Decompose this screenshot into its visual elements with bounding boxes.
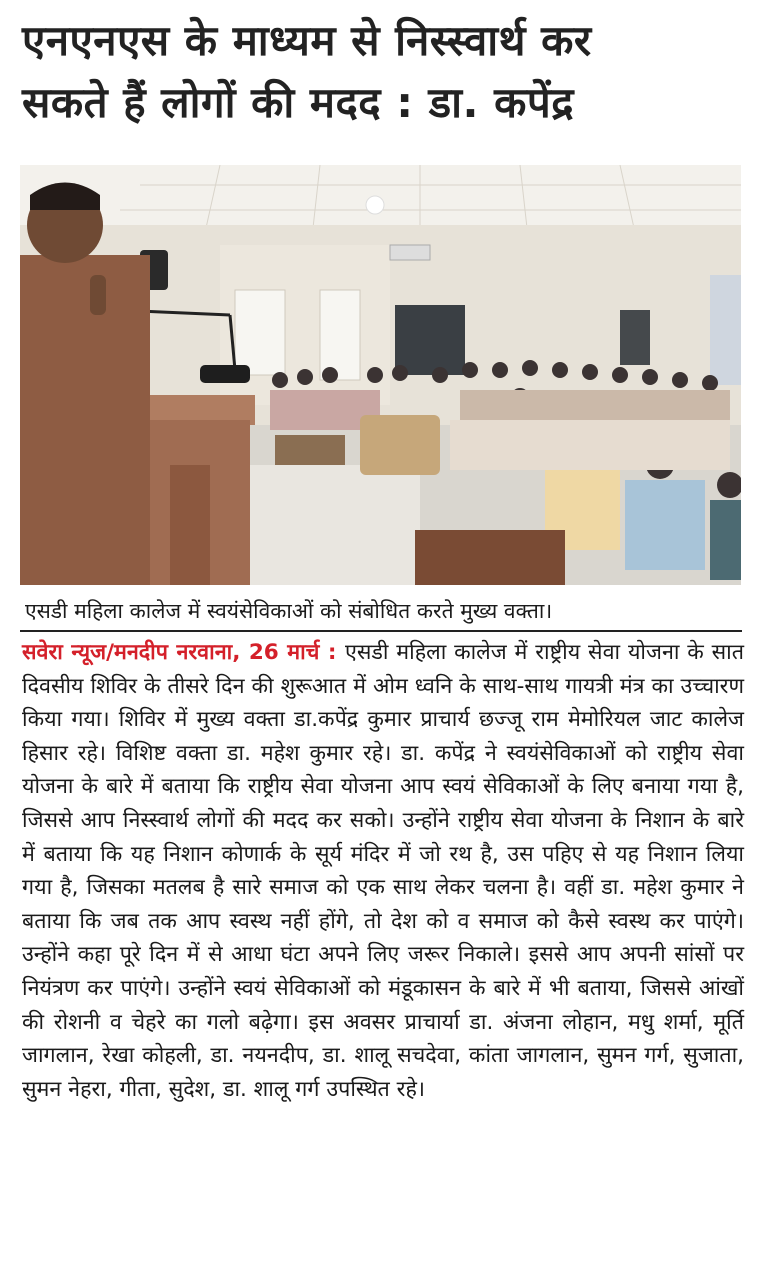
headline — [22, 10, 742, 134]
dateline: सवेरा न्यूज/मनदीप नरवाना, 26 मार्च : — [22, 640, 345, 665]
news-photo — [20, 165, 741, 585]
headline-line-1: एनएनएस के माध्यम से निस्स्वार्थ कर — [22, 16, 592, 65]
photo-illustration — [20, 165, 741, 585]
photo-caption: एसडी महिला कालेज में स्वयंसेविकाओं को संबोधित करते मुख्य वक्ता। — [25, 599, 553, 623]
headline-line-2: सकते हैं लोगों की मदद : डा. कपेंद्र — [22, 78, 574, 127]
article-body — [22, 636, 744, 1106]
caption-divider — [20, 630, 742, 632]
article-text: एसडी महिला कालेज में राष्ट्रीय सेवा योजना के सात दिवसीय शिविर के तीसरे दिन की शुरूआत में ओम ध्वनि के साथ-साथ गायत्री मंत्र का उच्चारण किया गया। शिविर में मुख्य वक्ता डा.कपेंद्र कुमार प्राचार्य छज्जू राम मेमोरियल जाट कालेज हिसार रहे। विशिष्ट वक्ता डा. महेश कुमार रहे। डा. कपेंद्र ने स्वयंसेविकाओं को राष्ट्रीय सेवा योजना के बारे में बताया कि राष्ट्रीय सेवा योजना आप स्वयं सेविकाओं के लिए बनाया गया है, जिससे आप निस्स्वार्थ लोगों की मदद कर सको। उन्होंने राष्ट्रीय सेवा योजना के निशान के बारे में बताया कि यह निशान कोणार्क के सूर्य मंदिर में जो रथ है, उस पहिए से यह निशान लिया गया है, जिसका मतलब है सारे समाज को एक साथ लेकर चलना है। वहीं डा. महेश कुमार ने बताया कि जब तक आप स्वस्थ नहीं होंगे, तो देश को व समाज को कैसे स्वस्थ कर पाएंगे। उन्होंने कहा पूरे दिन में से आधा घंटा अपने लिए जरूर निकाले। इससे आप अपनी सांसों पर नियंत्रण कर पाएंगे। उन्होंने स्वयं सेविकाओं को मंडूकासन के बारे में भी बताया, जिससे आंखों की रोशनी व चेहरे का गलो बढ़ेगा। इस अवसर प्राचार्या डा. अंजना लोहान, मधु शर्मा, मूर्ति जागलान, रेखा कोहली, डा. नयनदीप, डा. शालू सचदेवा, कांता जागलान, सुमन गर्ग, सुजाता, सुमन नेहरा, गीता, सुदेश, डा. शालू गर्ग उपस्थित रहे। — [22, 640, 744, 1102]
